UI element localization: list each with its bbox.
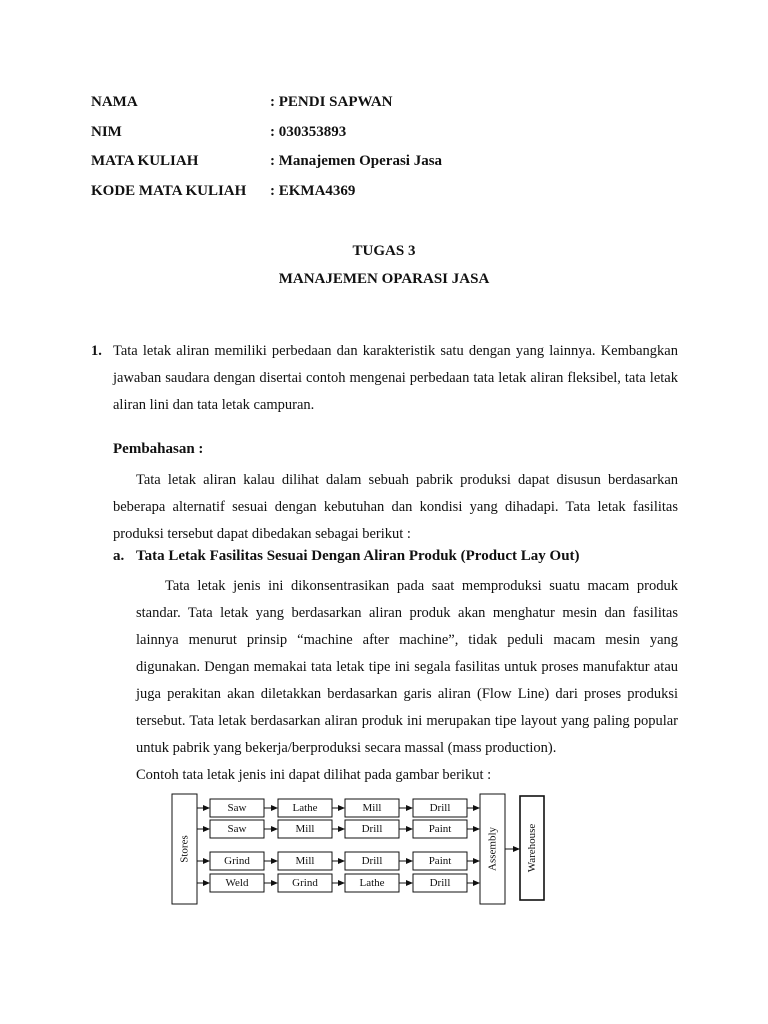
section-a-title: Tata Letak Fasilitas Sesuai Dengan Aliran Produk (Product Lay Out) bbox=[136, 548, 580, 564]
process-label: Mill bbox=[295, 855, 315, 867]
identity-key: NAMA bbox=[91, 94, 138, 110]
process-label: Grind bbox=[292, 877, 318, 889]
process-label: Paint bbox=[428, 823, 452, 835]
stores-label: Stores bbox=[178, 835, 191, 863]
identity-value: : EKMA4369 bbox=[270, 182, 356, 199]
warehouse-label: Warehouse bbox=[526, 823, 538, 873]
identity-value: : PENDI SAPWAN bbox=[270, 94, 393, 110]
identity-value: : 030353893 bbox=[270, 123, 347, 140]
section-a-heading bbox=[113, 548, 580, 565]
process-label: Paint bbox=[428, 855, 452, 867]
identity-row bbox=[91, 122, 442, 152]
answer-heading: Pembahasan : bbox=[113, 441, 204, 457]
section-a-letter: a. bbox=[113, 548, 125, 564]
assignment-title: TUGAS 3 bbox=[352, 243, 416, 259]
process-label: Grind bbox=[224, 855, 250, 867]
process-label: Mill bbox=[362, 802, 382, 814]
section-a-paragraph: Tata letak jenis ini dikonsentrasikan pada saat memproduksi suatu macam produk standar. Tata letak yang berdasarkan aliran produk akan menghatur mesin dan fasilitas lainnya menurut prinsip “machine after machine”, tidak peduli macam mesin yang digunakan. Dengan memakai tata letak tipe ini segala fasilitas untuk proses manufaktur atau juga perakitan akan diletakkan berdasarkan garis aliran (Flow Line) dari proses produksi tersebut. Tata letak berdasarkan aliran produk ini merupakan tipe layout yang paling popular untuk pabrik yang bekerja/berproduksi secara massal (mass production). bbox=[136, 578, 678, 756]
question-block bbox=[91, 338, 678, 419]
identity-key: MATA KULIAH bbox=[91, 153, 199, 169]
identity-key: NIM bbox=[91, 123, 122, 140]
identity-row bbox=[91, 92, 442, 122]
question-text: Tata letak aliran memiliki perbedaan dan karakteristik satu dengan yang lainnya. Kembangkan jawaban saudara dengan disertai contoh mengenai perbedaan tata letak aliran fleksibel, tata letak aliran lini dan tata letak campuran. bbox=[113, 343, 678, 413]
process-label: Lathe bbox=[359, 877, 385, 889]
identity-row bbox=[91, 151, 442, 181]
process-label: Drill bbox=[429, 802, 451, 814]
process-label: Mill bbox=[295, 823, 315, 835]
process-label: Drill bbox=[361, 855, 383, 867]
process-label: Weld bbox=[225, 877, 249, 889]
student-identity-table bbox=[91, 92, 442, 210]
process-label: Drill bbox=[429, 877, 451, 889]
process-label: Saw bbox=[227, 823, 247, 835]
identity-value: : Manajemen Operasi Jasa bbox=[270, 153, 443, 169]
process-label: Saw bbox=[227, 802, 247, 814]
assembly-label: Assembly bbox=[486, 827, 499, 871]
answer-intro: Tata letak aliran kalau dilihat dalam sebuah pabrik produksi dapat disusun berdasarkan beberapa alternatif sesuai dengan kebutuhan dan kondisi yang dihadapi. Tata letak fasilitas produksi tersebut dapat dibedakan sebagai berikut : bbox=[113, 472, 678, 542]
course-title: MANAJEMEN OPARASI JASA bbox=[278, 271, 490, 287]
identity-row bbox=[91, 181, 442, 211]
product-layout-diagram bbox=[168, 790, 550, 912]
process-label: Lathe bbox=[292, 802, 318, 814]
figure-caption: Contoh tata letak jenis ini dapat dilihat pada gambar berikut : bbox=[136, 767, 492, 783]
question-number: 1. bbox=[91, 343, 102, 359]
identity-key: KODE MATA KULIAH bbox=[91, 182, 247, 199]
process-label: Drill bbox=[361, 823, 383, 835]
